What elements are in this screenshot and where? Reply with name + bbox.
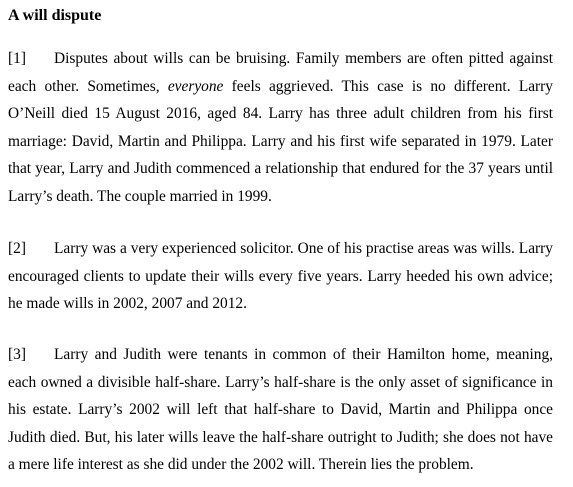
paragraph-number: [1] (8, 50, 26, 67)
paragraph-text: feels aggrieved. This case is no different. Larry O’Neill died 15 August 2016, aged 84. Larry has three adult children from his first marriage: David, Martin and Philippa. Larry and his first wife separated in 1979. Later that year, Larry and Judith commenced a relationship that endured for the 37 years until Larry’s death. The couple married in 1999. (8, 77, 553, 205)
section-heading: A will dispute (8, 7, 102, 24)
emphasized-word: everyone (167, 77, 224, 95)
paragraph-text: Disputes about wills can be bruising. Family members are often pitted against each other. Sometimes, (8, 50, 553, 95)
paragraph-number: [3] (8, 346, 26, 363)
paragraph-text: Larry and Judith were tenants in common of their Hamilton home, meaning, each owned a divisible half-share. Larry’s half-share is the only asset of significance in his estate. Larry’s 2002 will left that half-share to David, Martin and Philippa once Judith died. But, his later wills leave the half-share outright to Judith; she does not have a mere life interest as she did under the 2002 will. Therein lies the problem. (8, 346, 553, 474)
paragraph-number: [2] (8, 240, 26, 257)
paragraph-3 (8, 341, 553, 479)
paragraph-text: Larry was a very experienced solicitor. One of his practise areas was wills. Larry encouraged clients to update their wills every five years. Larry heeded his own advice; he made wills in 2002, 2007 and 2012. (8, 240, 553, 313)
paragraph-2 (8, 235, 553, 318)
paragraph-1 (8, 45, 553, 211)
